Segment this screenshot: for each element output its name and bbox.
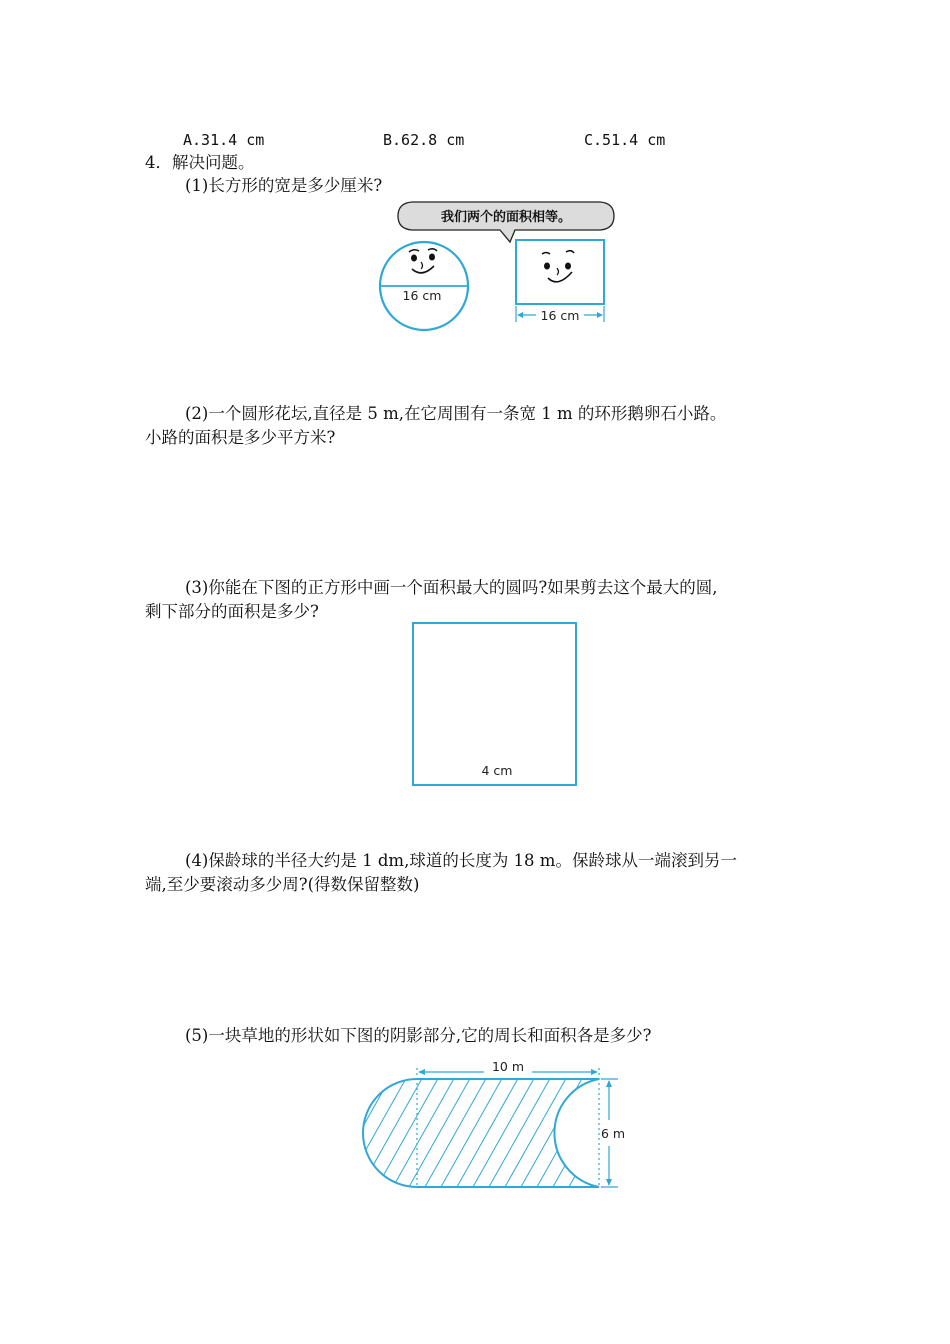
figure-square (413, 623, 576, 785)
question-3-line-1: (3)你能在下图的正方形中画一个面积最大的圆吗?如果剪去这个最大的圆, (185, 578, 718, 597)
rectangle-length-label: 16 cm (540, 308, 580, 323)
width-label: 10 m (491, 1059, 525, 1074)
figure-lawn-shape (300, 1050, 646, 1210)
question-4-line-1: (4)保龄球的半径大约是 1 dm,球道的长度为 18 m。保龄球从一端滚到另一 (185, 851, 737, 870)
figure-circle-rectangle (380, 202, 614, 330)
circle-diameter-label: 16 cm (402, 288, 442, 303)
speech-bubble-text: 我们两个的面积相等。 (440, 210, 572, 225)
square-side-label: 4 cm (481, 763, 513, 778)
option-b: B.62.8 cm (383, 131, 465, 149)
question-2-line-2: 小路的面积是多少平方米? (145, 428, 336, 447)
question-4-line-2: 端,至少要滚动多少周?(得数保留整数) (145, 875, 420, 894)
section-heading: 4．解决问题。 (145, 153, 255, 172)
rectangle-figure (516, 240, 604, 323)
option-c: C.51.4 cm (584, 131, 666, 149)
speech-bubble (398, 202, 614, 242)
question-3-line-2: 剩下部分的面积是多少? (145, 602, 319, 621)
option-a: A.31.4 cm (183, 131, 265, 149)
smiley-face-icon (409, 249, 437, 273)
question-2-line-1: (2)一个圆形花坛,直径是 5 m,在它周围有一条宽 1 m 的环形鹅卵石小路。 (185, 404, 727, 423)
question-1-text: (1)长方形的宽是多少厘米? (185, 176, 383, 195)
circle-figure (380, 242, 468, 330)
smiley-face-icon (542, 251, 574, 282)
height-label: 6 m (600, 1126, 626, 1141)
question-5-text: (5)一块草地的形状如下图的阴影部分,它的周长和面积各是多少? (185, 1026, 652, 1045)
